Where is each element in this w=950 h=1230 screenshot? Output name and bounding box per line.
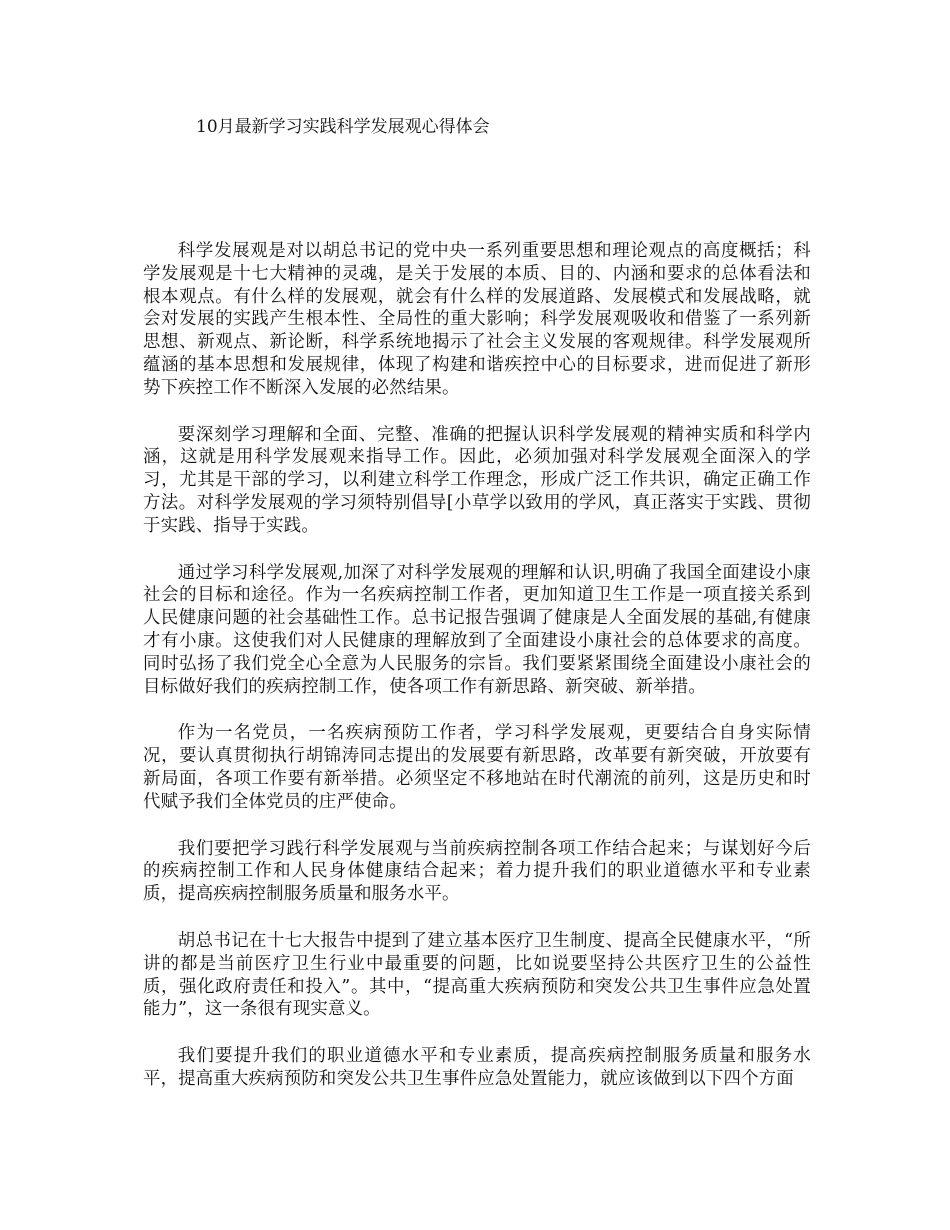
paragraph-5: 我们要把学习践行科学发展观与当前疾病控制各项工作结合起来；与谋划好今后的疾病控制工作和人民身体健康结合起来；着力提升我们的职业道德水平和专业素质，提高疾病控制服务质量和服务水平。 [143,838,811,905]
paragraph-2: 要深刻学习理解和全面、完整、准确的把握认识科学发展观的精神实质和科学内涵，这就是用科学发展观来指导工作。因此，必须加强对科学发展观全面深入的学习，尤其是干部的学习，以利建立科学工作理念，形成广泛工作共识，确定正确工作方法。对科学发展观的学习须特别倡导[小草学以致用的学风，真正落实于实践、贯彻于实践、指导于实践。 [143,424,811,536]
paragraph-6: 胡总书记在十七大报告中提到了建立基本医疗卫生制度、提高全民健康水平，“所讲的都是当前医疗卫生行业中最重要的问题，比如说要坚持公共医疗卫生的公益性质，强化政府责任和投入”。其中，“提高重大疾病预防和突发公共卫生事件应急处置能力”，这一条很有现实意义。 [143,930,811,1020]
paragraph-3: 通过学习科学发展观,加深了对科学发展观的理解和认识,明确了我国全面建设小康社会的目标和途径。作为一名疾病控制工作者，更加知道卫生工作是一项直接关系到人民健康问题的社会基础性工作。总书记报告强调了健康是人全面发展的基础,有健康才有小康。这使我们对人民健康的理解放到了全面建设小康社会的总体要求的高度。同时弘扬了我们党全心全意为人民服务的宗旨。我们要紧紧围绕全面建设小康社会的目标做好我们的疾病控制工作，使各项工作有新思路、新突破、新举措。 [143,562,811,697]
paragraph-1: 科学发展观是对以胡总书记的党中央一系列重要思想和理论观点的高度概括；科学发展观是十七大精神的灵魂，是关于发展的本质、目的、内涵和要求的总体看法和根本观点。有什么样的发展观，就会有什么样的发展道路、发展模式和发展战略，就会对发展的实践产生根本性、全局性的重大影响；科学发展观吸收和借鉴了一系列新思想、新观点、新论断，科学系统地揭示了社会主义发展的客观规律。科学发展观所蕴涵的基本思想和发展规律，体现了构建和谐疾控中心的目标要求，进而促进了新形势下疾控工作不断深入发展的必然结果。 [143,241,811,398]
document-body [143,240,811,1115]
paragraph-7: 我们要提升我们的职业道德水平和专业素质，提高疾病控制服务质量和服务水平，提高重大疾病预防和突发公共卫生事件应急处置能力，就应该做到以下四个方面 [143,1046,811,1089]
paragraph-4: 作为一名党员，一名疾病预防工作者，学习科学发展观，更要结合自身实际情况，要认真贯彻执行胡锦涛同志提出的发展要有新思路，改革要有新突破，开放要有新局面，各项工作要有新举措。必须坚定不移地站在时代潮流的前列，这是历史和时代赋予我们全体党员的庄严使命。 [143,723,811,812]
document-title: 10月最新学习实践科学发展观心得体会 [196,117,490,137]
